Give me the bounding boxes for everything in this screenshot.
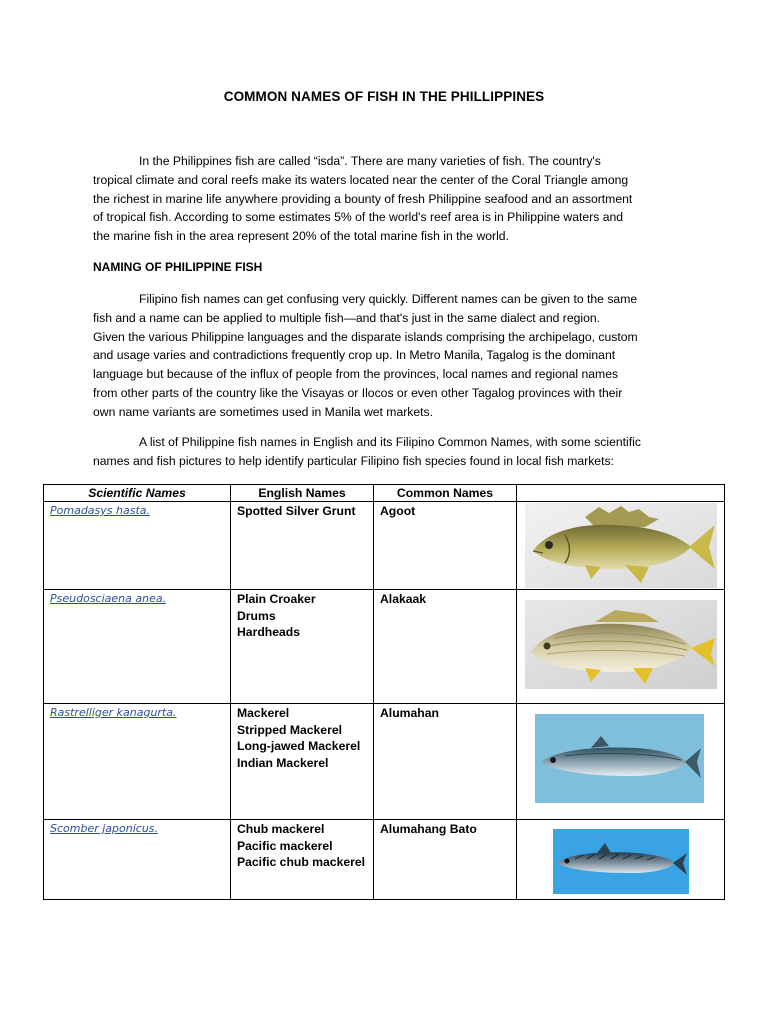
- common-name-cell: Agoot: [374, 502, 517, 590]
- scientific-cell: [44, 820, 231, 900]
- header-scientific: Scientific Names: [44, 485, 231, 502]
- english-name: Spotted Silver Grunt: [237, 504, 356, 518]
- english-name: Pacific mackerel: [237, 838, 333, 853]
- scientific-name-link[interactable]: Pseudosciaena anea.: [50, 592, 167, 605]
- list-line: A list of Philippine fish names in English and its Filipino Common Names, with some scientific: [139, 435, 641, 449]
- picture-cell: [517, 502, 725, 590]
- intro-paragraph: [93, 152, 683, 246]
- scientific-cell: [44, 590, 231, 704]
- table-row: [44, 704, 725, 820]
- english-cell: [231, 502, 374, 590]
- table-header-row: [44, 485, 725, 502]
- intro-line: In the Philippines fish are called “isda”. There are many varieties of fish. The country's: [139, 154, 601, 168]
- english-name: Mackerel: [237, 706, 290, 720]
- english-name: Chub mackerel: [237, 822, 325, 836]
- list-intro-paragraph: [93, 433, 683, 471]
- intro-line: of tropical fish. According to some estimates 5% of the world's reef area is in Philippine waters and: [93, 210, 624, 225]
- english-name: Pacific chub mackerel: [237, 855, 366, 869]
- english-name: Long-jawed Mackerel: [237, 739, 361, 753]
- scientific-cell: [44, 704, 231, 820]
- scientific-name-link[interactable]: Pomadasys hasta.: [50, 504, 151, 517]
- common-name-cell: Alakaak: [374, 590, 517, 704]
- page-title: COMMON NAMES OF FISH IN THE PHILLIPPINES: [223, 89, 545, 104]
- english-name: Hardheads: [237, 625, 300, 639]
- naming-line: fish and a name can be applied to multiple fish—and that's just in the same dialect and region.: [93, 310, 601, 325]
- naming-line: own name variants are sometimes used in Manila wet markets.: [93, 404, 434, 419]
- english-cell: [231, 820, 374, 900]
- mackerel-fish-photo: [535, 714, 704, 803]
- table-row: [44, 590, 725, 704]
- naming-line: from other parts of the country like the Visayas or Ilocos or even other Tagalog provinces with their: [93, 385, 623, 400]
- header-english: English Names: [231, 485, 374, 502]
- naming-paragraph: [93, 290, 683, 422]
- intro-line: the richest in marine life anywhere providing a bounty of fresh Philippine seafood and an assortment: [93, 191, 633, 206]
- picture-cell: [517, 820, 725, 900]
- english-name: Indian Mackerel: [237, 755, 329, 770]
- fish-table: [43, 484, 725, 900]
- list-line: names and fish pictures to help identify particular Filipino fish species found in local fish markets:: [93, 453, 614, 468]
- section-heading: NAMING OF PHILIPPINE FISH: [93, 260, 263, 274]
- intro-line: tropical climate and coral reefs make its waters located near the center of the Coral Triangle among: [93, 172, 629, 187]
- scientific-name-link[interactable]: Scomber japonicus.: [50, 822, 159, 835]
- header-picture: [517, 485, 725, 502]
- english-cell: [231, 590, 374, 704]
- naming-line: Filipino fish names can get confusing very quickly. Different names can be given to the same: [139, 292, 638, 306]
- table-row: [44, 502, 725, 590]
- picture-cell: [517, 704, 725, 820]
- scientific-cell: [44, 502, 231, 590]
- naming-line: language but because of the influx of people from the provinces, local names and regional names: [93, 367, 619, 382]
- naming-line: and usage varies and contradictions frequently crop up. In Metro Manila, Tagalog is the dominant: [93, 348, 616, 363]
- naming-line: Given the various Philippine languages and the disparate islands comprising the archipelago, custom: [93, 329, 638, 344]
- grunt-fish-photo: [525, 503, 717, 588]
- english-name: Plain Croaker: [237, 592, 316, 606]
- intro-line: the marine fish in the area represent 20% of the total marine fish in the world.: [93, 229, 509, 244]
- common-name-cell: Alumahang Bato: [374, 820, 517, 900]
- picture-cell: [517, 590, 725, 704]
- scientific-name-link[interactable]: Rastrelliger kanagurta.: [50, 706, 177, 719]
- english-name: Stripped Mackerel: [237, 722, 342, 737]
- english-name: Drums: [237, 608, 276, 623]
- chub-mackerel-fish-photo: [553, 829, 689, 894]
- table-row: [44, 820, 725, 900]
- common-name-cell: Alumahan: [374, 704, 517, 820]
- english-cell: [231, 704, 374, 820]
- header-common: Common Names: [374, 485, 517, 502]
- croaker-fish-photo: [525, 600, 717, 689]
